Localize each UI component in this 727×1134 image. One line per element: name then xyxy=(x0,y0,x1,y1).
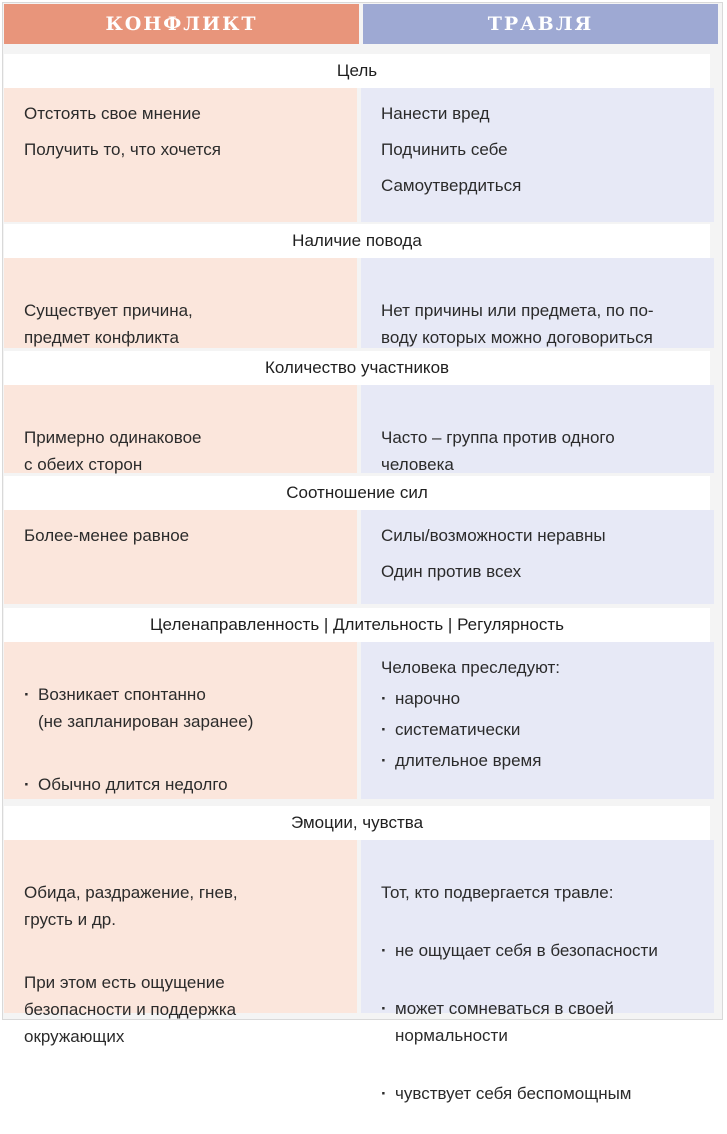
section-purpose-conflict xyxy=(4,642,357,799)
section-title-participants: Количество участников xyxy=(4,351,710,385)
section-title-goal: Цель xyxy=(4,54,710,88)
section-purpose-bullying xyxy=(361,642,714,799)
list-item: Нанести вред xyxy=(381,104,490,123)
section-balance-conflict xyxy=(4,510,357,604)
list-item: Примерно одинаковое с обеих сторон xyxy=(24,428,202,474)
list-item: Подчинить себе xyxy=(381,140,508,159)
section-title-balance: Соотношение сил xyxy=(4,476,710,510)
list-item: · Возникает спонтанно (не запланирован заранее) xyxy=(24,681,339,735)
section-title-purpose: Целенаправленность | Длительность | Регулярность xyxy=(4,608,710,642)
list-item: Получить то, что хочется xyxy=(24,140,222,159)
list-item: Отстоять свое мнение xyxy=(24,104,201,123)
list-item: Существует причина, предмет конфликта xyxy=(24,301,193,347)
list-item: При этом есть ощущение безопасности и поддержка окружающих xyxy=(24,973,237,1046)
list-item: Часто – группа против одного человека xyxy=(381,428,615,474)
section-title-emotions: Эмоции, чувства xyxy=(4,806,710,840)
list-intro: Тот, кто подвергается травле: xyxy=(381,883,614,902)
section-goal-bullying xyxy=(361,88,714,222)
list-item: · длительное время xyxy=(381,747,696,774)
header-bullying: ТРАВЛЯ xyxy=(363,4,718,44)
list-item: Силы/возможности неравны xyxy=(381,526,606,545)
section-reason-conflict xyxy=(4,258,357,348)
section-participants-bullying xyxy=(361,385,714,473)
list-item: · может сомневаться в своей нормальности xyxy=(381,995,696,1049)
section-participants-conflict xyxy=(4,385,357,473)
list-item: · Обычно длится недолго xyxy=(24,771,339,798)
section-reason-bullying xyxy=(361,258,714,348)
list-item: Один против всех xyxy=(381,562,522,581)
list-item: · нарочно xyxy=(381,685,696,712)
section-goal-conflict xyxy=(4,88,357,222)
list-item: Более-менее равное xyxy=(24,526,190,545)
list-item: Обида, раздражение, гнев, грусть и др. xyxy=(24,883,238,929)
section-emotions-bullying xyxy=(361,840,714,1103)
list-intro: Человека преследуют: xyxy=(381,658,560,677)
header-conflict: КОНФЛИКТ xyxy=(4,4,359,44)
list-item: · чувствует себя беспомощным xyxy=(381,1080,696,1107)
list-item: · систематически xyxy=(381,716,696,743)
section-emotions-conflict xyxy=(4,840,357,1046)
section-title-reason: Наличие повода xyxy=(4,224,710,258)
list-item: Нет причины или предмета, по по- воду которых можно договориться xyxy=(381,301,654,347)
list-item: Самоутвердиться xyxy=(381,176,522,195)
section-balance-bullying xyxy=(361,510,714,604)
list-item: · не ощущает себя в безопасности xyxy=(381,937,696,964)
